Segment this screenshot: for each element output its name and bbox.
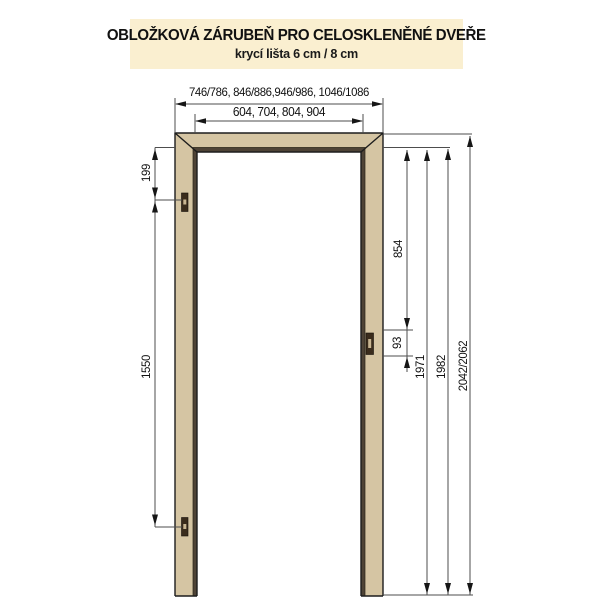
frame-wood (175, 133, 383, 596)
dimension-lines (155, 98, 473, 595)
dim-strike-height-label: 93 (390, 337, 404, 349)
dim-outer-width-label: 746/786, 846/886,946/986, 1046/1086 (188, 85, 370, 99)
hardware (182, 193, 374, 536)
dim-inner-width-label: 604, 704, 804, 904 (232, 105, 326, 119)
dim-strike-offset-label: 854 (391, 240, 405, 258)
frame-outline (175, 133, 383, 596)
page-subtitle: krycí lišta 6 cm / 8 cm (234, 46, 358, 61)
hinge-bottom-pin (183, 524, 186, 529)
dim-hinge-offset-label: 199 (139, 164, 153, 182)
dim-hinge-spacing-label: 1550 (139, 355, 153, 379)
dim-rebate-height-label: 1982 (434, 355, 448, 379)
page-title: OBLOŽKOVÁ ZÁRUBEŇ PRO CELOSKLENĚNÉ DVEŘE (107, 27, 486, 44)
strike-plate-slot (368, 339, 371, 348)
dim-clear-height-label: 1971 (413, 355, 427, 379)
dim-outer-height-label: 2042/2062 (456, 340, 470, 392)
hinge-top-pin (183, 200, 186, 205)
dimension-arrowheads (152, 101, 473, 594)
stop-strip-edges (192, 148, 366, 597)
